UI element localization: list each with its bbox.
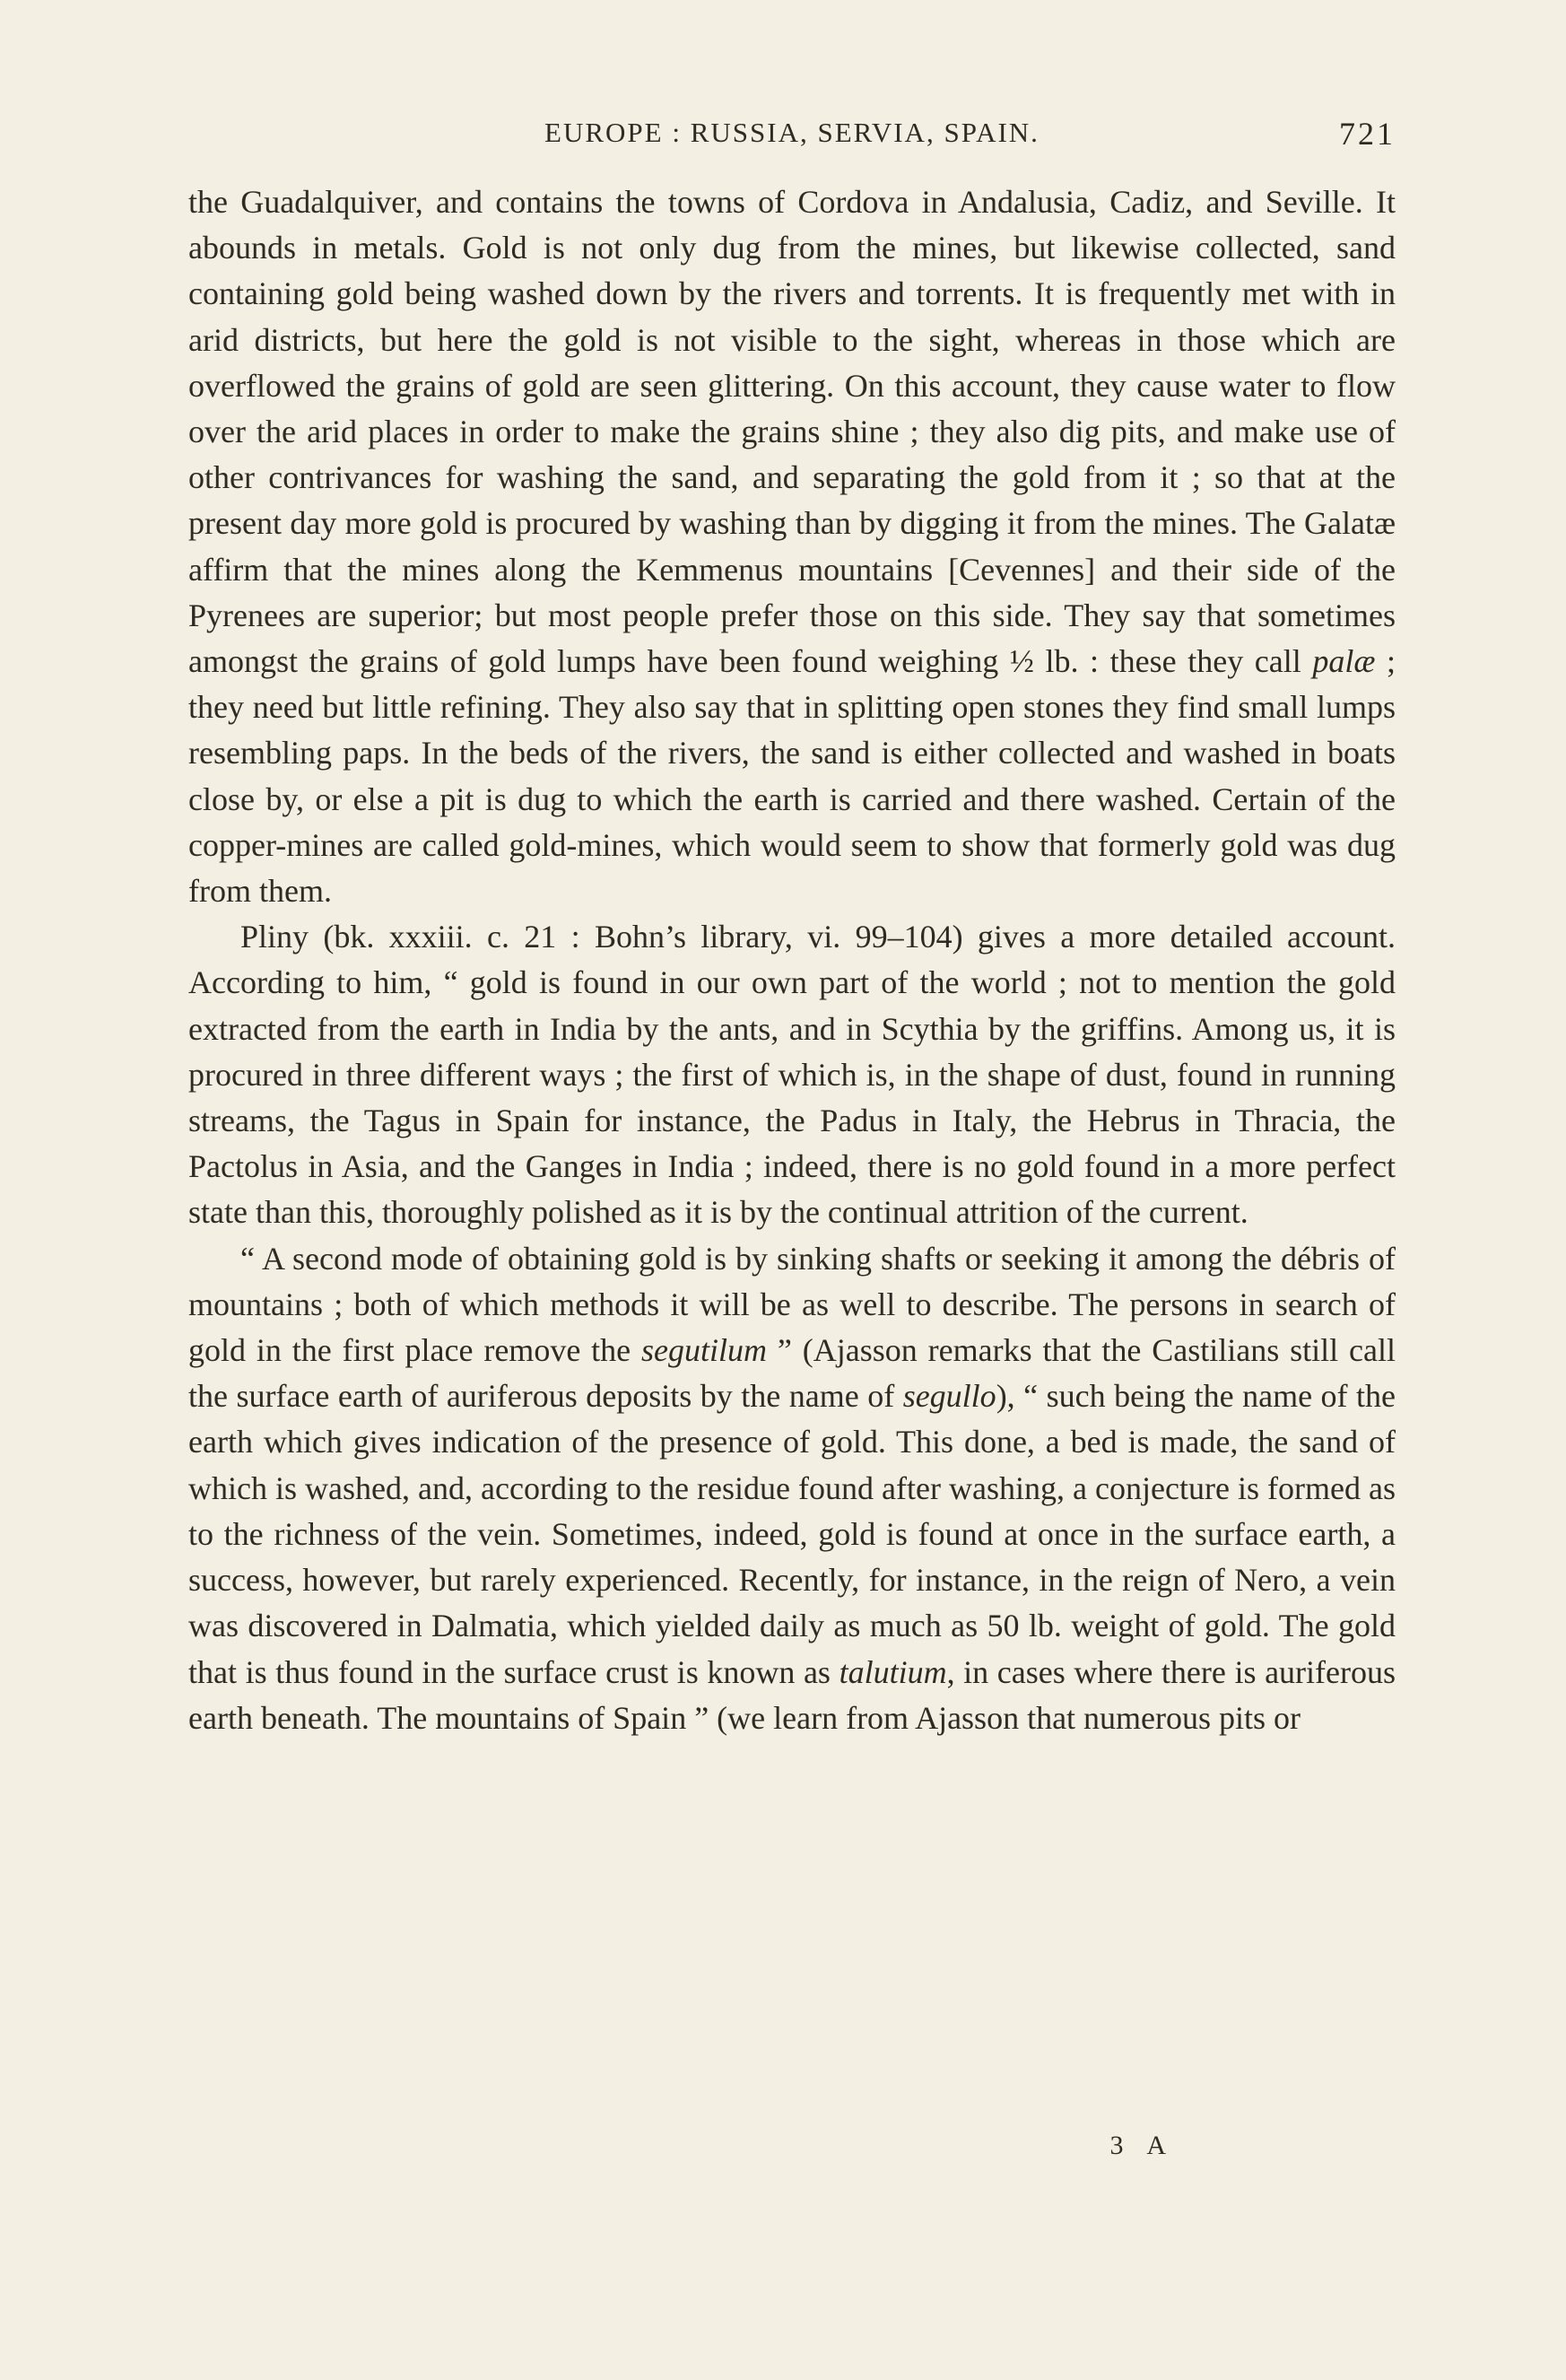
text-run: , in cases where there is auriferous earth beneath. The mountains of Spain ” (we learn from Ajasson that numerous pits or (188, 1653, 1396, 1736)
book-page (188, 109, 1396, 1741)
running-head (188, 109, 1396, 163)
signature-mark: 3 A (1109, 2131, 1175, 2160)
italic-term-palae: palæ (1312, 643, 1376, 680)
paragraph-3 (188, 1236, 1396, 1741)
italic-term-talutium: talutium (839, 1653, 947, 1690)
italic-term-segutilum: segutilum (641, 1332, 768, 1369)
text-run: ), “ such being the name of the earth which gives indication of the presence of gold. This done, a bed is made, the sand of which is washed, and, according to the residue found after washing, a conjecture is formed as to the richness of the vein. Sometimes, indeed, gold is found at once in the surface earth, a success, however, but rarely experienced. Recently, for instance, in the reign of Nero, a vein was discovered in Dalmatia, which yielded daily as much as 50 lb. weight of gold. The gold that is thus found in the surface crust is known as (188, 1378, 1396, 1690)
text-run: ; they need but little refining. They also say that in splitting open stones they find small lumps resembling paps. In the beds of the rivers, the sand is either collected and washed in boats close by, or else a pit is dug to which the earth is carried and there washed. Certain of the copper-mines are called gold-mines, which would seem to show that formerly gold was dug from them. (188, 643, 1396, 910)
text-run: Pliny (bk. xxxiii. c. 21 : Bohn’s library, vi. 99–104) gives a more detailed account. According to him, “ gold is found in our own part of the world ; not to mention the gold extracted from the earth in India by the ants, and in Scythia by the griffins. Among us, it is procured in three different ways ; the first of which is, in the shape of dust, found in running streams, the Tagus in Spain for instance, the Padus in Italy, the Hebrus in Thracia, the Pactolus in Asia, and the Ganges in India ; indeed, there is no gold found in a more perfect state than this, thoroughly polished as it is by the continual attrition of the current. (188, 919, 1396, 1231)
running-title: EUROPE : RUSSIA, SERVIA, SPAIN. (544, 117, 1040, 148)
text-run: “ A second mode of obtaining gold is by sinking shafts or seeking it among the débris of mountains ; both of which methods it will be as well to describe. The persons in search of gold in the first place remove the (188, 1240, 1396, 1369)
text-run: the Guadalquiver, and contains the towns of Cordova in Andalusia, Cadiz, and Seville. It abounds in metals. Gold is not only dug from the mines, but likewise collected, sand containing gold being washed down by the rivers and torrents. It is frequently met with in arid districts, but here the gold is not visible to the sight, whereas in those which are overflowed the grains of gold are seen glittering. On this account, they cause water to flow over the arid places in order to make the grains shine ; they also dig pits, and make use of other contrivances for washing the sand, and separating the gold from it ; so that at the present day more gold is procured by washing than by digging it from the mines. The Galatæ affirm that the mines along the Kemmenus mountains [Cevennes] and their side of the Pyrenees are superior; but most people prefer those on this side. They say that sometimes amongst the grains of gold lumps have been found weighing ½ lb. : these they call (188, 184, 1396, 680)
paragraph-1 (188, 179, 1396, 914)
text-run: ” (Ajasson remarks that the Castilians still call the surface earth of auriferous deposits by the name of (188, 1332, 1396, 1415)
page-number: 721 (1339, 116, 1396, 152)
italic-term-segullo: segullo (902, 1378, 996, 1415)
body-text (188, 179, 1396, 1741)
paragraph-2 (188, 914, 1396, 1235)
